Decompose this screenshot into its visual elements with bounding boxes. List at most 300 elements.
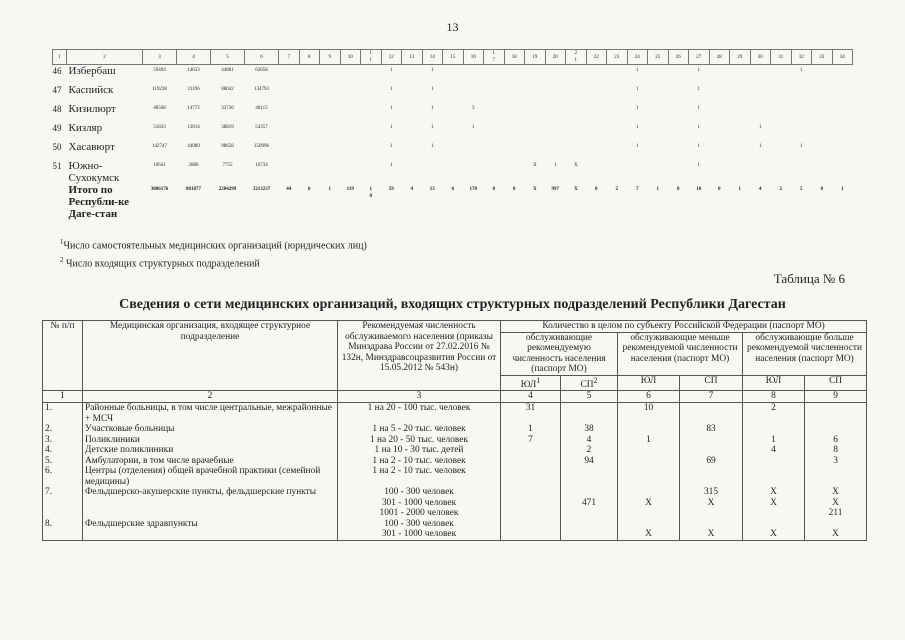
top-header-cell: 12 xyxy=(381,50,402,65)
row-mark xyxy=(607,122,628,141)
total-value: 3086176 xyxy=(150,187,169,192)
row-mark xyxy=(771,141,792,160)
cell-no: 2. xyxy=(43,424,83,435)
row-mark xyxy=(668,141,689,160)
row-mark xyxy=(463,160,484,184)
row-mark xyxy=(791,103,812,122)
row-mark xyxy=(361,141,382,160)
cell-c4 xyxy=(501,508,561,519)
row-mark xyxy=(812,103,833,122)
row-mark xyxy=(279,65,300,85)
cell-rec: 1001 - 2000 человек xyxy=(338,508,501,519)
table-row xyxy=(43,487,867,498)
row-mark: 1 xyxy=(759,144,762,149)
row-mark: 1 xyxy=(390,87,393,92)
row-mark xyxy=(586,141,607,160)
row-mark xyxy=(771,65,792,85)
cell-c8: X xyxy=(743,529,805,540)
cell-c9 xyxy=(805,466,867,487)
row-value: 33736 xyxy=(221,106,234,111)
row-name: Кизляр xyxy=(68,122,103,134)
header-yul-2: ЮЛ xyxy=(618,375,680,391)
total-cell: X xyxy=(573,187,578,192)
cell-c9: 3 xyxy=(805,456,867,467)
table-row xyxy=(43,529,867,540)
cell-org xyxy=(83,508,338,519)
header-recommended: Рекомендуемая численность обслуживаемого населения (приказы Минздрава России от 27.02.2016 № 132н, Минздравсоцразвития России от 15.05.2012 № 543н) xyxy=(338,321,501,391)
top-header-cell: 2 1 xyxy=(566,50,587,65)
row-mark xyxy=(832,103,853,122)
cell-rec: 1 на 5 - 20 тыс. человек xyxy=(338,424,501,435)
row-mark: 1 xyxy=(636,125,639,130)
cell-c9: X xyxy=(805,498,867,509)
row-mark xyxy=(730,103,751,122)
row-mark xyxy=(566,141,587,160)
row-value: 134793 xyxy=(254,87,269,92)
row-mark xyxy=(320,65,341,85)
row-mark xyxy=(771,122,792,141)
row-mark xyxy=(586,103,607,122)
row-mark xyxy=(709,103,730,122)
cell-c8 xyxy=(743,508,805,519)
cell-c4 xyxy=(501,498,561,509)
cell-c8 xyxy=(743,456,805,467)
row-mark xyxy=(443,141,464,160)
top-table-row xyxy=(53,141,853,160)
table-row xyxy=(43,498,867,509)
total-cell: 0 xyxy=(308,187,311,192)
total-cell: 0 xyxy=(677,187,680,192)
total-cell: 997 xyxy=(551,187,559,192)
row-mark xyxy=(443,103,464,122)
row-mark xyxy=(320,141,341,160)
total-cell: 7 xyxy=(636,187,639,192)
cell-c5 xyxy=(561,529,618,540)
row-mark xyxy=(361,160,382,184)
row-mark xyxy=(648,103,669,122)
row-mark xyxy=(504,122,525,141)
row-mark xyxy=(607,103,628,122)
row-mark xyxy=(484,141,505,160)
cell-no: 7. xyxy=(43,487,83,498)
top-header-cell: 8 xyxy=(299,50,320,65)
row-mark xyxy=(730,122,751,141)
row-mark xyxy=(525,103,546,122)
row-mark: 1 xyxy=(759,125,762,130)
table-row xyxy=(43,519,867,530)
row-mark xyxy=(791,84,812,103)
total-cell: 0 xyxy=(820,187,823,192)
row-mark xyxy=(586,122,607,141)
cell-org: Фельдшерско-акушерские пункты, фельдшерские пункты xyxy=(83,487,338,498)
cell-c6: 10 xyxy=(618,403,680,425)
top-header-cell: 14 xyxy=(422,50,443,65)
row-mark: 1 xyxy=(390,163,393,168)
row-value: 150996 xyxy=(254,144,269,149)
row-mark: X xyxy=(532,163,537,168)
top-header-cell: 28 xyxy=(709,50,730,65)
row-mark: 1 xyxy=(697,87,700,92)
top-header-cell: 2 xyxy=(67,50,143,65)
row-mark xyxy=(730,65,751,85)
row-mark xyxy=(668,65,689,85)
column-number: 6 xyxy=(618,391,680,403)
row-number: 47 xyxy=(52,85,62,95)
row-mark xyxy=(709,122,730,141)
cell-c4 xyxy=(501,487,561,498)
cell-c6 xyxy=(618,508,680,519)
row-mark xyxy=(361,122,382,141)
row-mark xyxy=(504,84,525,103)
top-header-cell: 23 xyxy=(607,50,628,65)
row-value: 13014 xyxy=(187,125,200,130)
top-table-row xyxy=(53,103,853,122)
row-mark xyxy=(607,84,628,103)
row-mark: 1 xyxy=(390,125,393,130)
row-mark xyxy=(607,160,628,184)
column-number: 2 xyxy=(83,391,338,403)
row-mark xyxy=(484,160,505,184)
row-mark xyxy=(812,65,833,85)
row-mark xyxy=(504,103,525,122)
row-value: 63658 xyxy=(255,68,268,73)
top-table-total-row xyxy=(53,184,853,220)
row-value: 119238 xyxy=(152,87,167,92)
row-mark xyxy=(566,122,587,141)
row-mark: 1 xyxy=(390,68,393,73)
row-mark xyxy=(545,65,566,85)
header-total: Количество в целом по субъекту Российской Федерации (паспорт МО) xyxy=(501,321,867,333)
top-header-cell: 26 xyxy=(668,50,689,65)
cell-c9: X xyxy=(805,529,867,540)
cell-no: 3. xyxy=(43,435,83,446)
row-mark: 1 xyxy=(636,144,639,149)
row-mark xyxy=(812,141,833,160)
row-mark xyxy=(361,84,382,103)
row-mark xyxy=(668,103,689,122)
top-header-cell: 19 xyxy=(525,50,546,65)
top-header-cell: 16 xyxy=(463,50,484,65)
row-value: 14633 xyxy=(187,68,200,73)
cell-no xyxy=(43,498,83,509)
cell-rec: 1 на 20 - 100 тыс. человек xyxy=(338,403,501,425)
row-mark xyxy=(340,103,361,122)
cell-c5: 94 xyxy=(561,456,618,467)
row-mark: 1 xyxy=(636,68,639,73)
footnote-2: $^2$ Число входящих структурных подразделений xyxy=(60,256,260,270)
cell-c7 xyxy=(680,435,743,446)
total-cell: 1 xyxy=(328,187,331,192)
row-mark xyxy=(504,65,525,85)
cell-c4 xyxy=(501,456,561,467)
row-mark xyxy=(299,160,320,184)
cell-rec: 100 - 300 человек xyxy=(338,487,501,498)
cell-c5: 38 xyxy=(561,424,618,435)
row-mark xyxy=(730,160,751,184)
row-mark xyxy=(299,65,320,85)
row-mark xyxy=(750,160,771,184)
row-mark xyxy=(668,160,689,184)
cell-rec: 301 - 1000 человек xyxy=(338,529,501,540)
row-mark xyxy=(279,160,300,184)
top-header-cell: 3 xyxy=(143,50,177,65)
row-mark xyxy=(648,84,669,103)
cell-c6 xyxy=(618,519,680,530)
cell-c8: 1 xyxy=(743,435,805,446)
row-mark xyxy=(525,141,546,160)
cell-c8 xyxy=(743,424,805,435)
total-cell: 2 xyxy=(615,187,618,192)
row-mark xyxy=(443,84,464,103)
row-mark xyxy=(791,160,812,184)
row-mark xyxy=(668,84,689,103)
row-mark: 1 xyxy=(800,68,803,73)
row-value: 2886 xyxy=(188,163,199,168)
row-mark xyxy=(586,65,607,85)
top-header-cell: 13 xyxy=(402,50,423,65)
total-cell: 0 xyxy=(595,187,598,192)
row-mark xyxy=(340,65,361,85)
top-header-cell: 27 xyxy=(689,50,710,65)
cell-c7 xyxy=(680,445,743,456)
row-mark xyxy=(545,84,566,103)
header-group-less: обслуживающие меньше рекомендуемой численности населения (паспорт МО) xyxy=(618,332,743,375)
row-mark xyxy=(484,122,505,141)
row-mark: 1 xyxy=(636,87,639,92)
top-header-cell: 7 xyxy=(279,50,300,65)
row-mark xyxy=(484,103,505,122)
cell-c9: 211 xyxy=(805,508,867,519)
cell-rec: 1 на 20 - 50 тыс. человек xyxy=(338,435,501,446)
total-cell: 0 xyxy=(451,187,454,192)
cell-rec: 1 на 2 - 10 тыс. человек xyxy=(338,456,501,467)
row-mark xyxy=(709,141,730,160)
row-mark xyxy=(279,122,300,141)
total-cell: 119 xyxy=(346,187,354,192)
cell-org xyxy=(83,529,338,540)
row-mark xyxy=(730,84,751,103)
row-mark: 1 xyxy=(390,144,393,149)
row-value: 10734 xyxy=(255,163,268,168)
cell-no: 1. xyxy=(43,403,83,425)
top-header-cell: 6 xyxy=(245,50,279,65)
row-mark: 1 xyxy=(431,144,434,149)
cell-c5: 4 xyxy=(561,435,618,446)
row-mark: 1 xyxy=(431,125,434,130)
row-mark xyxy=(299,141,320,160)
row-value: 44089 xyxy=(187,144,200,149)
total-cell: 13 xyxy=(429,187,435,192)
row-mark: 1 xyxy=(431,106,434,111)
cell-c8: 2 xyxy=(743,403,805,425)
row-mark: 1 xyxy=(697,125,700,130)
row-mark xyxy=(299,122,320,141)
row-mark xyxy=(463,84,484,103)
row-mark xyxy=(832,122,853,141)
row-mark: 3 xyxy=(472,106,475,111)
cell-c7 xyxy=(680,508,743,519)
top-header-cell: 20 xyxy=(545,50,566,65)
row-mark: 1 xyxy=(554,163,557,168)
cell-org: Центры (отделения) общей врачебной практики (семейной медицины) xyxy=(83,466,338,487)
row-mark xyxy=(504,141,525,160)
cell-c6 xyxy=(618,445,680,456)
row-mark xyxy=(586,84,607,103)
row-value: 14772 xyxy=(187,106,200,111)
top-summary-table xyxy=(52,49,853,220)
header-sp-2: СП xyxy=(680,375,743,391)
cell-c5: 2 xyxy=(561,445,618,456)
cell-no xyxy=(43,508,83,519)
row-mark xyxy=(525,84,546,103)
top-table-wrapper xyxy=(52,49,852,220)
cell-org: Амбулатории, в том числе врачебные xyxy=(83,456,338,467)
cell-rec: 1 на 2 - 10 тыс. человек xyxy=(338,466,501,487)
row-mark xyxy=(320,160,341,184)
row-mark xyxy=(443,65,464,85)
column-number: 5 xyxy=(561,391,618,403)
cell-c7: 69 xyxy=(680,456,743,467)
cell-c5 xyxy=(561,466,618,487)
footnotes xyxy=(60,235,367,272)
header-sp-1: $СП^2$ xyxy=(561,375,618,391)
cell-c4 xyxy=(501,466,561,487)
row-mark xyxy=(340,84,361,103)
top-header-cell: 1 xyxy=(53,50,67,65)
cell-org xyxy=(83,498,338,509)
top-header-cell: 30 xyxy=(750,50,771,65)
column-number: 7 xyxy=(680,391,743,403)
top-header-cell: 18 xyxy=(504,50,525,65)
cell-c9: 6 xyxy=(805,435,867,446)
row-mark xyxy=(279,141,300,160)
row-mark xyxy=(545,141,566,160)
row-mark xyxy=(340,160,361,184)
cell-c6: X xyxy=(618,498,680,509)
table-label: Таблица № 6 xyxy=(773,271,845,286)
row-mark xyxy=(299,84,320,103)
total-cell: 0 xyxy=(513,187,516,192)
cell-c8: X xyxy=(743,498,805,509)
row-mark xyxy=(627,160,648,184)
row-name: Кизилюрт xyxy=(68,103,116,115)
cell-no: 5. xyxy=(43,456,83,467)
total-cell: 10 xyxy=(696,187,702,192)
table-row xyxy=(43,435,867,446)
row-mark xyxy=(586,160,607,184)
row-mark xyxy=(648,141,669,160)
row-mark xyxy=(279,103,300,122)
total-cell: 2 xyxy=(779,187,782,192)
cell-c7: X xyxy=(680,529,743,540)
table-row xyxy=(43,466,867,487)
row-mark xyxy=(750,103,771,122)
row-mark xyxy=(504,160,525,184)
top-header-cell: 15 xyxy=(443,50,464,65)
row-mark: 1 xyxy=(390,106,393,111)
cell-c4 xyxy=(501,445,561,456)
column-number: 9 xyxy=(805,391,867,403)
row-number: 51 xyxy=(52,161,62,171)
row-mark xyxy=(402,160,423,184)
cell-c9: X xyxy=(805,487,867,498)
row-mark xyxy=(709,160,730,184)
row-value: 7755 xyxy=(222,163,233,168)
cell-c8 xyxy=(743,466,805,487)
row-value: 10641 xyxy=(153,163,166,168)
total-cell: 1 xyxy=(656,187,659,192)
row-mark xyxy=(402,84,423,103)
cell-c4 xyxy=(501,529,561,540)
row-mark xyxy=(402,141,423,160)
row-mark xyxy=(545,103,566,122)
row-mark xyxy=(607,141,628,160)
row-mark xyxy=(463,141,484,160)
top-header-cell: 1 1 xyxy=(361,50,382,65)
row-mark xyxy=(402,122,423,141)
row-mark: 1 xyxy=(697,106,700,111)
row-value: 51833 xyxy=(153,125,166,130)
header-yul-3: ЮЛ xyxy=(743,375,805,391)
row-mark xyxy=(320,122,341,141)
row-mark xyxy=(484,65,505,85)
total-cell: 5 xyxy=(800,187,803,192)
total-cell: 44 xyxy=(286,187,292,192)
total-cell: 1 0 xyxy=(369,187,372,199)
cell-rec: 301 - 1000 человек xyxy=(338,498,501,509)
cell-c6: X xyxy=(618,529,680,540)
cell-c5: 471 xyxy=(561,498,618,509)
row-name: Каспийск xyxy=(68,84,114,96)
main-title: Сведения о сети медицинских организаций, входящих структурных подразделений Республики Дагестан xyxy=(119,297,786,312)
page-number: 13 xyxy=(446,20,459,34)
top-header-cell: 4 xyxy=(177,50,211,65)
column-number: 4 xyxy=(501,391,561,403)
cell-c6 xyxy=(618,487,680,498)
cell-c7 xyxy=(680,403,743,425)
total-cell: 4 xyxy=(410,187,413,192)
top-header-cell: 32 xyxy=(791,50,812,65)
cell-c5 xyxy=(561,487,618,498)
row-mark xyxy=(771,84,792,103)
total-cell: X xyxy=(532,187,537,192)
row-mark: 1 xyxy=(697,144,700,149)
row-mark xyxy=(648,160,669,184)
row-mark xyxy=(832,141,853,160)
header-yul-1: $ЮЛ^1$ xyxy=(501,375,561,391)
column-number: 3 xyxy=(338,391,501,403)
top-header-cell: 33 xyxy=(812,50,833,65)
top-header-cell: 22 xyxy=(586,50,607,65)
row-mark xyxy=(361,103,382,122)
row-mark xyxy=(566,103,587,122)
row-mark xyxy=(812,84,833,103)
cell-c7 xyxy=(680,519,743,530)
row-mark xyxy=(607,65,628,85)
cell-no: 6. xyxy=(43,466,83,487)
row-mark: 1 xyxy=(697,68,700,73)
top-header-cell: 1 7 xyxy=(484,50,505,65)
total-number xyxy=(53,184,67,220)
header-group-recommended: обслуживающие рекомендуемую численность населения (паспорт МО) xyxy=(501,332,618,375)
cell-org: Фельдшерские здравпункты xyxy=(83,519,338,530)
row-name: Избербаш xyxy=(68,65,116,77)
row-mark: 1 xyxy=(431,87,434,92)
table-row xyxy=(43,445,867,456)
total-value: 3213237 xyxy=(252,187,271,192)
table-row xyxy=(43,508,867,519)
cell-c6 xyxy=(618,424,680,435)
